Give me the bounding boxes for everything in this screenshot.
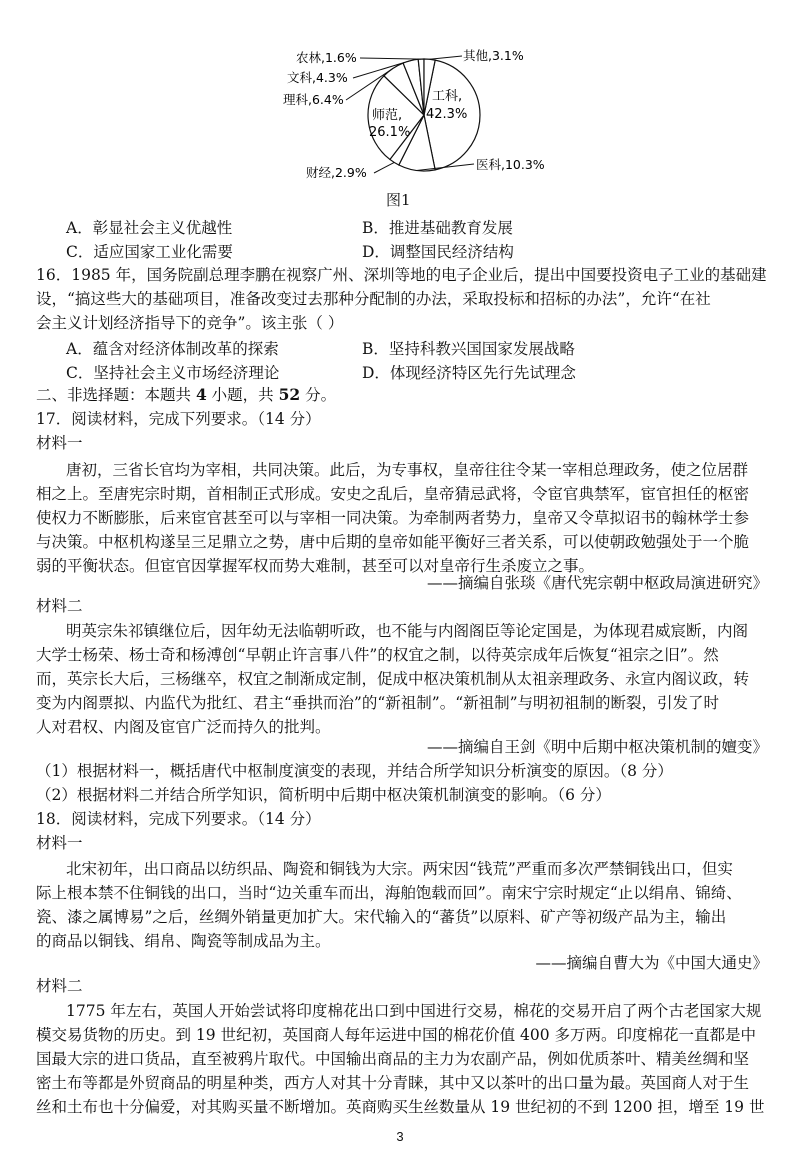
slice-label-shifan-b: 26.1%: [369, 125, 411, 140]
q17-m2-line-1: 明英宗朱祁镇继位后，因年幼无法临朝听政，也不能与内阁阁臣等论定国是，为体现君威宸断，内阁: [66, 622, 749, 640]
q16-option-c: C．坚持社会主义市场经济理论: [66, 364, 280, 382]
q17-m1-line-1: 唐初，三省长官均为宰相，共同决策。此后，为专事权，皇帝往往令某一宰相总理政务，使之位居群: [66, 461, 749, 479]
q17-m1-line-4: 与决策。中枢机构遂呈三足鼎立之势，唐中后期的皇帝如能平衡好三者关系，可以使朝政勉强处于一个脆: [36, 533, 750, 551]
q17-m1-line-3: 使权力不断膨胀，后来宦官甚至可以与宰相一同决策。为牵制两者势力，皇帝又令草拟诏书的翰林学士参: [36, 509, 750, 527]
q16-stem-1: 16．1985 年，国务院副总理李鹏在视察广州、深圳等地的电子企业后，提出中国要投资电子工业的基础建: [36, 266, 767, 284]
q17-requirement-1: （1）根据材料一，概括唐代中枢制度演变的表现，并结合所学知识分析演变的原因。（8 分）: [36, 762, 673, 780]
leader-line-农林: [360, 58, 421, 59]
slice-label-gongke-a: 工科,: [432, 89, 463, 104]
q17-heading: 17．阅读材料，完成下列要求。（14 分）: [36, 410, 321, 428]
q17-material-1-label: 材料一: [36, 434, 83, 452]
q17-m2-line-2: 大学士杨荣、杨士奇和杨溥创“早朝止许言事八件”的权宜之制，以待英宗成年后恢复“祖宗之旧”。然: [36, 646, 719, 664]
slice-label-shifan-a: 师范,: [372, 108, 403, 123]
slice-label-caijing: 财经,2.9%: [306, 165, 367, 180]
q17-m2-line-4: 变为内阁票拟、内监代为批红、君主“垂拱而治”的“新祖制”。“新祖制”与明初祖制的断裂，引发了时: [36, 694, 720, 712]
q18-m2-line-1: 1775 年左右，英国人开始尝试将印度棉花出口到中国进行交易，棉花的交易开启了两个古老国家大规: [66, 1002, 762, 1020]
q18-material-1-label: 材料一: [36, 834, 83, 852]
slice-label-like: 理科,6.4%: [283, 92, 344, 107]
slice-label-qita: 其他,3.1%: [463, 48, 524, 63]
q17-material-2-label: 材料二: [36, 597, 83, 615]
q18-m2-line-5: 丝和土布也十分偏爱，对其购买量不断增加。英商购买生丝数量从 19 世纪初的不到 1200 担，增至 19 世: [36, 1098, 765, 1116]
q18-m1-source: ——摘编自曹大为《中国大通史》: [535, 954, 768, 972]
q17-m2-line-3: 而，英宗长大后，三杨继卒，权宜之制渐成定制，促成中枢决策机制从太祖亲理政务、永宣内阁议政，转: [36, 670, 750, 688]
slice-label-yike: 医科,10.3%: [476, 157, 545, 172]
q15-option-a: A．彰显社会主义优越性: [66, 219, 233, 237]
slice-label-gongke-b: 42.3%: [426, 107, 468, 122]
q16-stem-3: 会主义计划经济指导下的竞争”。该主张（ ）: [36, 314, 344, 332]
q16-option-b: B．坚持科教兴国国家发展战略: [362, 340, 575, 358]
pie-chart: [280, 40, 580, 190]
q17-requirement-2: （2）根据材料二并结合所学知识，简析明中后期中枢决策机制演变的影响。（6 分）: [36, 786, 611, 804]
q17-m1-source: ——摘编自张琰《唐代宪宗朝中枢政局演进研究》: [426, 574, 768, 592]
leader-line-财经: [374, 162, 394, 173]
q18-m1-line-3: 瓷、漆之属博易”之后，丝绸外销量更加扩大。宋代输入的“蕃货”以原料、矿产等初级产品为主，输出: [36, 908, 727, 926]
q17-m2-line-5: 人对君权、内阁及宦官广泛而持久的批判。: [36, 718, 331, 736]
slice-label-nonglin: 农林,1.6%: [296, 50, 357, 65]
q17-m2-source: ——摘编自王剑《明中后期中枢决策机制的嬗变》: [426, 738, 768, 756]
q18-m1-line-2: 际上根本禁不住铜钱的出口，当时“边关重车而出，海舶饱载而回”。南宋宁宗时规定“止以绢帛、锦绮、: [36, 884, 742, 902]
q16-option-a: A．蕴含对经济体制改革的探索: [66, 340, 279, 358]
q18-m1-line-1: 北宋初年，出口商品以纺织品、陶瓷和铜钱为大宗。两宋因“钱荒”严重而多次严禁铜钱出口，但实: [66, 860, 733, 878]
page-number: 3: [396, 1129, 404, 1144]
section-heading: 二、非选择题：本题共 4 小题，共 52 分。: [36, 385, 337, 404]
q15-option-d: D．调整国民经济结构: [362, 243, 514, 261]
q18-material-2-label: 材料二: [36, 977, 83, 995]
leader-line-其他: [430, 56, 462, 59]
q16-stem-2: 设，“搞这些大的基础项目，准备改变过去那种分配制的办法，采取投标和招标的办法”，允许“在社: [36, 290, 711, 308]
q18-m2-line-4: 密土布等都是外贸商品的明星种类，西方人对其十分青睐，其中又以茶叶的出口量为最。英国商人对于生: [36, 1074, 750, 1092]
slice-label-wenke: 文科,4.3%: [287, 70, 348, 85]
q15-option-b: B．推进基础教育发展: [362, 219, 513, 237]
q18-heading: 18．阅读材料，完成下列要求。（14 分）: [36, 810, 321, 828]
q15-option-c: C．适应国家工业化需要: [66, 243, 233, 261]
figure-caption: 图1: [386, 191, 411, 209]
q17-m1-line-5: 弱的平衡状态。但宦官因掌握军权而势大难制，甚至可以对皇帝行生杀废立之事。: [36, 557, 595, 575]
q17-m1-line-2: 相之上。至唐宪宗时期，首相制正式形成。安史之乱后，皇帝猜忌武将，令宦官典禁军，宦官担任的枢密: [36, 485, 750, 503]
q18-m2-line-3: 国最大宗的进口货品，直至被鸦片取代。中国输出商品的主力为农副产品，例如优质茶叶、精美丝绸和坚: [36, 1050, 750, 1068]
q18-m1-line-4: 的商品以铜钱、绢帛、陶瓷等制成品为主。: [36, 932, 331, 950]
q18-m2-line-2: 模交易货物的历史。到 19 世纪初，英国商人每年运进中国的棉花价值 400 多万两。印度棉花一直都是中: [36, 1026, 757, 1044]
q16-option-d: D．体现经济特区先行先试理念: [362, 364, 576, 382]
